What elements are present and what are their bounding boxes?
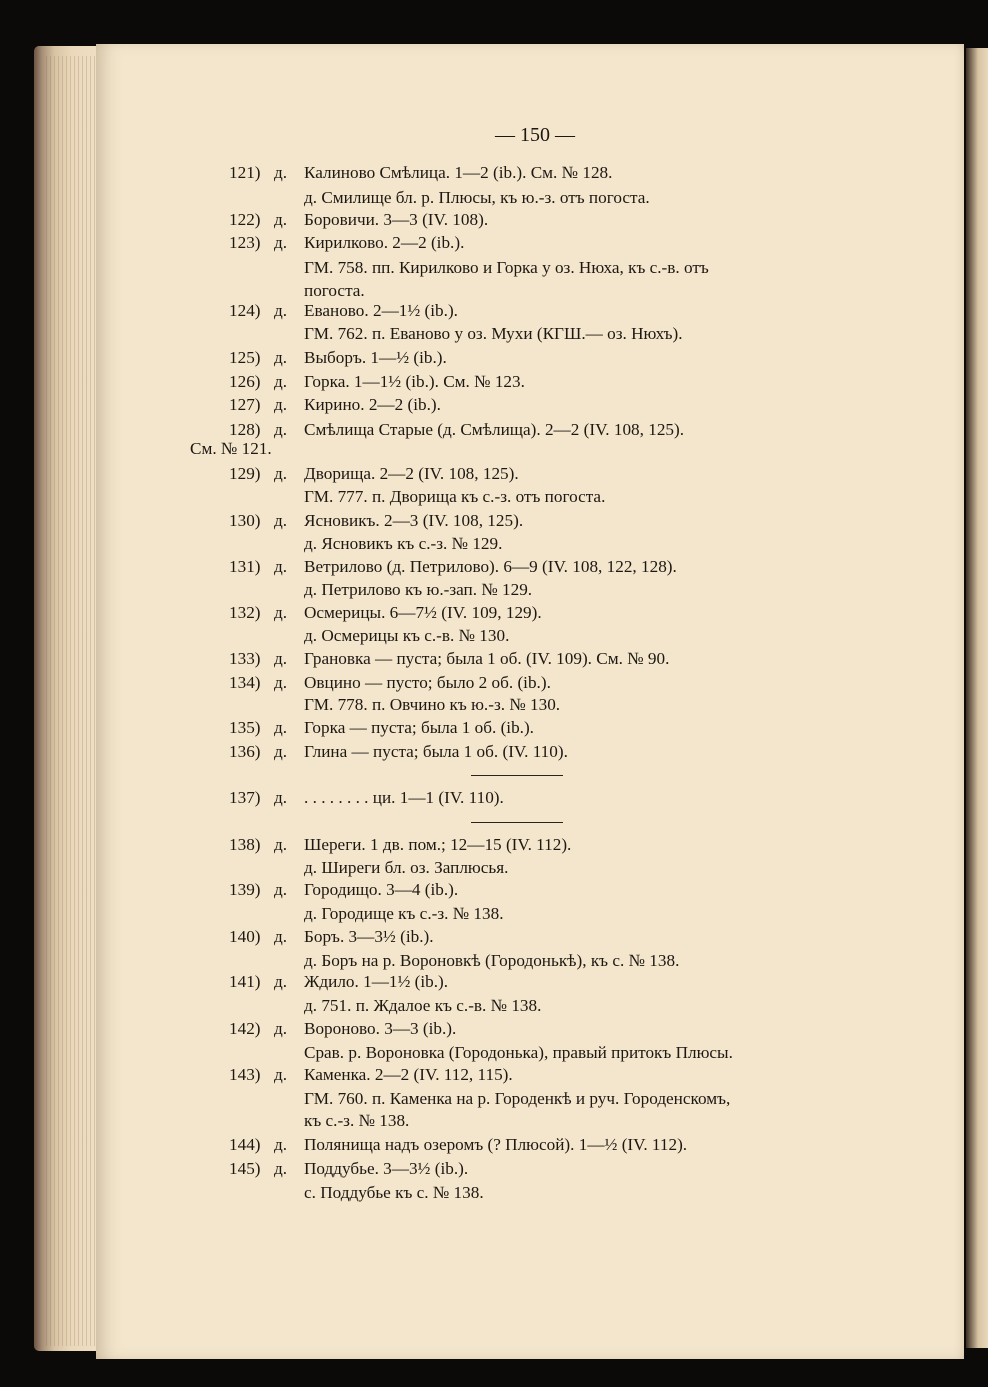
entry-type: д.: [274, 464, 288, 483]
entry-title: Смѣлища Старые (д. Смѣлища). 2—2 (IV. 108, 125).: [304, 420, 685, 439]
entry-title: Дворища. 2—2 (IV. 108, 125).: [304, 464, 519, 483]
entry-number: 140): [229, 927, 261, 946]
entry-note: къ с.-з. № 138.: [304, 1111, 410, 1130]
entry-type: д.: [274, 788, 288, 807]
entry-number: 136): [229, 742, 261, 761]
entry-title: Калиново Смѣлица. 1—2 (ib.). См. № 128.: [304, 163, 613, 182]
entry-number: 145): [229, 1159, 261, 1178]
section-divider: [471, 775, 563, 776]
entry-type: д.: [274, 1159, 288, 1178]
entry-type: д.: [274, 742, 288, 761]
entry-title: Полянища надъ озеромъ (? Плюсой). 1—½ (IV. 112).: [304, 1135, 688, 1154]
entry-number: 142): [229, 1019, 261, 1038]
entry-note: д. Городище къ с.-з. № 138.: [304, 904, 504, 923]
entry-number: 132): [229, 603, 261, 622]
entry-type: д.: [274, 972, 288, 991]
entry-type: д.: [274, 835, 288, 854]
entry-number: 130): [229, 511, 261, 530]
entry-number: 122): [229, 210, 261, 229]
entry-note: д. Смилище бл. р. Плюсы, къ ю.-з. отъ погоста.: [304, 188, 650, 207]
entry-title: Осмерицы. 6—7½ (IV. 109, 129).: [304, 603, 542, 622]
entry-title: Глина — пуста; была 1 об. (IV. 110).: [304, 742, 568, 761]
entry-note: д. Ясновикъ къ с.-з. № 129.: [304, 534, 503, 553]
entry-note: Срав. р. Вороновка (Городонька), правый притокъ Плюсы.: [304, 1043, 733, 1062]
entry-note: д. 751. п. Ждалое къ с.-в. № 138.: [304, 996, 542, 1015]
page-number: — 150 —: [495, 124, 575, 146]
entry-number: 135): [229, 718, 261, 737]
entry-note: ГМ. 762. п. Еваново у оз. Мухи (КГШ.— оз. Нюхъ).: [304, 324, 683, 343]
entry-number: 134): [229, 673, 261, 692]
entry-type: д.: [274, 348, 288, 367]
entry-title: Городищо. 3—4 (ib.).: [304, 880, 459, 899]
entry-type: д.: [274, 420, 288, 439]
entry-number: 121): [229, 163, 261, 182]
entry-note: ГМ. 778. п. Овчино къ ю.-з. № 130.: [304, 695, 561, 714]
entry-title: Овцино — пусто; было 2 об. (ib.).: [304, 673, 551, 692]
entry-title: Ветрилово (д. Петрилово). 6—9 (IV. 108, 122, 128).: [304, 557, 677, 576]
entry-title: . . . . . . . . ци. 1—1 (IV. 110).: [304, 788, 504, 807]
entry-number: 129): [229, 464, 261, 483]
entry-type: д.: [274, 718, 288, 737]
entry-title: Кирино. 2—2 (ib.).: [304, 395, 441, 414]
entry-title: Шереги. 1 дв. пом.; 12—15 (IV. 112).: [304, 835, 572, 854]
entry-type: д.: [274, 1135, 288, 1154]
entry-number: 128): [229, 420, 261, 439]
entry-number: 127): [229, 395, 261, 414]
entry-type: д.: [274, 927, 288, 946]
entry-note: д. Осмерицы къ с.-в. № 130.: [304, 626, 510, 645]
entry-type: д.: [274, 511, 288, 530]
entry-title: Ясновикъ. 2—3 (IV. 108, 125).: [304, 511, 524, 530]
entry-number: 124): [229, 301, 261, 320]
entry-note: погоста.: [304, 281, 365, 300]
entry-number: 126): [229, 372, 261, 391]
entry-number: 144): [229, 1135, 261, 1154]
entry-note: д. Ширеги бл. оз. Заплюсья.: [304, 858, 509, 877]
entry-type: д.: [274, 233, 288, 252]
entry-type: д.: [274, 163, 288, 182]
entry-number: 138): [229, 835, 261, 854]
entry-note: с. Поддубье къ с. № 138.: [304, 1183, 484, 1202]
entry-title: Боровичи. 3—3 (IV. 108).: [304, 210, 489, 229]
entry-title: Еваново. 2—1½ (ib.).: [304, 301, 458, 320]
entry-number: 139): [229, 880, 261, 899]
entry-title: Боръ. 3—3½ (ib.).: [304, 927, 434, 946]
entry-title: Ждило. 1—1½ (ib.).: [304, 972, 449, 991]
facing-page-edge: [966, 48, 988, 1348]
entry-type: д.: [274, 557, 288, 576]
entry-title: Каменка. 2—2 (IV. 112, 115).: [304, 1065, 513, 1084]
entry-type: д.: [274, 880, 288, 899]
entry-type: д.: [274, 210, 288, 229]
entry-type: д.: [274, 301, 288, 320]
entry-type: д.: [274, 673, 288, 692]
entry-type: д.: [274, 1065, 288, 1084]
entry-type: д.: [274, 1019, 288, 1038]
entry-number: 141): [229, 972, 261, 991]
entry-note: ГМ. 760. п. Каменка на р. Городенкѣ и руч. Городенскомъ,: [304, 1089, 731, 1108]
entry-title: Выборъ. 1—½ (ib.).: [304, 348, 447, 367]
entry-title: Грановка — пуста; была 1 об. (IV. 109). См. № 90.: [304, 649, 670, 668]
entry-note: д. Петрилово къ ю.-зап. № 129.: [304, 580, 533, 599]
section-divider: [471, 822, 563, 823]
entry-number: 133): [229, 649, 261, 668]
entry-title: Поддубье. 3—3½ (ib.).: [304, 1159, 469, 1178]
entry-type: д.: [274, 603, 288, 622]
entry-number: 131): [229, 557, 261, 576]
entry-type: д.: [274, 395, 288, 414]
entry-title: Кирилково. 2—2 (ib.).: [304, 233, 465, 252]
entry-type: д.: [274, 649, 288, 668]
entry-note: ГМ. 758. пп. Кирилково и Горка у оз. Нюха, къ с.-в. отъ: [304, 258, 709, 277]
page-edge-lines: [46, 56, 100, 1346]
entry-title: Горка — пуста; была 1 об. (ib.).: [304, 718, 534, 737]
entry-number: 143): [229, 1065, 261, 1084]
entry-note: ГМ. 777. п. Дворища къ с.-з. отъ погоста.: [304, 487, 606, 506]
entry-note: д. Боръ на р. Вороновкѣ (Городонькѣ), къ с. № 138.: [304, 951, 680, 970]
entry-number: 123): [229, 233, 261, 252]
entry-type: д.: [274, 372, 288, 391]
entry-title: Вороново. 3—3 (ib.).: [304, 1019, 457, 1038]
entry-side-note: См. № 121.: [190, 439, 272, 458]
entry-number: 125): [229, 348, 261, 367]
entry-number: 137): [229, 788, 261, 807]
entry-title: Горка. 1—1½ (ib.). См. № 123.: [304, 372, 525, 391]
